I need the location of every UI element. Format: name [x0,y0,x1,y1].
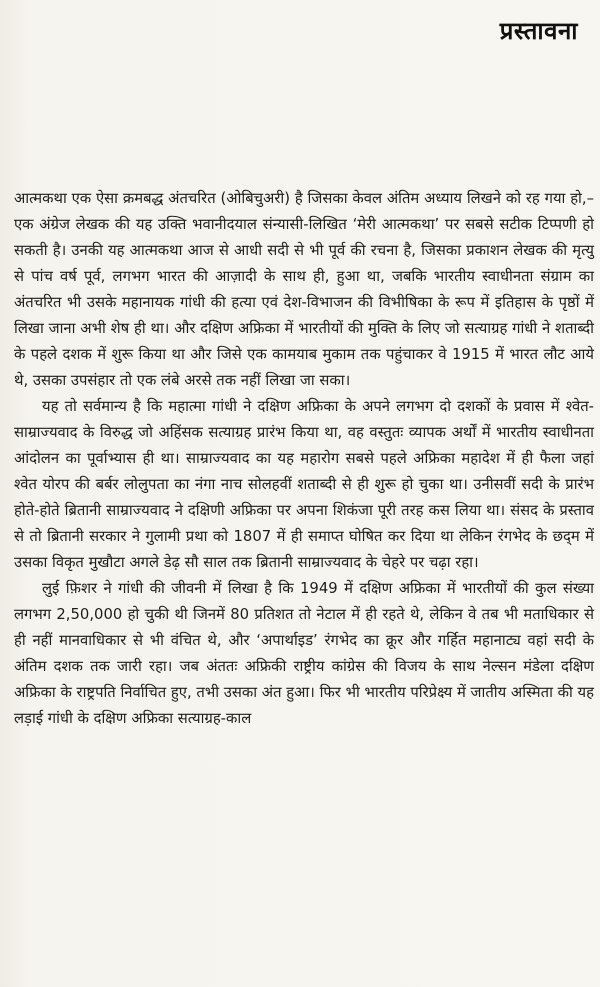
chapter-title: प्रस्तावना [499,17,578,45]
paragraph-2: यह तो सर्वमान्य है कि महात्मा गांधी ने दक्षिण अफ्रिका के अपने लगभग दो दशकों के प्रवास में श्वेत-साम्राज्यवाद के विरुद्ध जो अहिंसक सत्याग्रह प्रारंभ किया था, वह वस्तुतः व्यापक अर्थों में भारतीय स्वाधीनता आंदोलन का पूर्वाभ्यास ही था। साम्राज्यवाद का यह महारोग सबसे पहले अफ्रिका महादेश में ही फैला जहां श्वेत योरप की बर्बर लोलुपता का नंगा नाच सोलहवीं शताब्दी से ही शुरू हो चुका था। उनीसवीं सदी के प्रारंभ होते-होते ब्रितानी साम्राज्यवाद ने दक्षिणी अफ्रिका पर अपना शिकंजा पूरी तरह कस लिया था। संसद के प्रस्ताव से तो ब्रितानी सरकार ने गुलामी प्रथा को 1807 में ही समाप्त घोषित कर दिया था लेकिन रंगभेद के छद्‌म में उसका विकृत मुखौटा अगले डेढ़ सौ साल तक ब्रितानी साम्राज्यवाद के चेहरे पर चढ़ा रहा। [14,398,594,571]
paragraph-1: आत्मकथा एक ऐसा क्रमबद्ध अंतचरित (ओबिचुअरी) है जिसका केवल अंतिम अध्याय लिखने को रह गया हो,–एक अंग्रेज लेखक की यह उक्ति भवानीदयाल संन्यासी-लिखित ‘मेरी आत्मकथा’ पर सबसे सटीक टिप्पणी हो सकती है। उनकी यह आत्मकथा आज से आधी सदी से भी पूर्व की रचना है, जिसका प्रकाशन लेखक की मृत्यु से पांच वर्ष पूर्व, लगभग भारत की आज़ादी के साथ ही, हुआ था, जबकि भारतीय स्वाधीनता संग्राम का अंतचरित भी उसके महानायक गांधी की हत्या एवं देश-विभाजन की विभीषिका के रूप में इतिहास के पृष्ठों में लिखा जाना अभी शेष ही था। और दक्षिण अफ्रिका में भारतीयों की मुक्ति के लिए जो सत्याग्रह गांधी ने शताब्दी के पहले दशक में शुरू किया था और जिसे एक कामयाब मुकाम तक पहुंचाकर वे 1915 में भारत लौट आये थे, उसका उपसंहार तो एक लंबे अरसे तक नहीं लिखा जा सका। [14,190,594,389]
paragraph-3: लुई फ़िशर ने गांधी की जीवनी में लिखा है कि 1949 में दक्षिण अफ्रिका में भारतीयों की कुल संख्या लगभग 2,50,000 हो चुकी थी जिनमें 80 प्रतिशत तो नेटाल में ही रहते थे, लेकिन वे तब भी मताधिकार से ही नहीं मानवाधिकार से भी वंचित थे, और ‘अपार्थाइड’ रंगभेद का क्रूर और गर्हित महानाट्य वहां सदी के अंतिम दशक तक जारी रहा। जब अंततः अफ्रिकी राष्ट्रीय कांग्रेस की विजय के साथ नेल्सन मंडेला दक्षिण अफ्रिका के राष्ट्रपति निर्वाचित हुए, तभी उसका अंत हुआ। फिर भी भारतीय परिप्रेक्ष्य में जातीय अस्मिता की यह लड़ाई गांधी के दक्षिण अफ्रिका सत्याग्रह-काल [14,580,594,727]
body-text [14,186,594,732]
